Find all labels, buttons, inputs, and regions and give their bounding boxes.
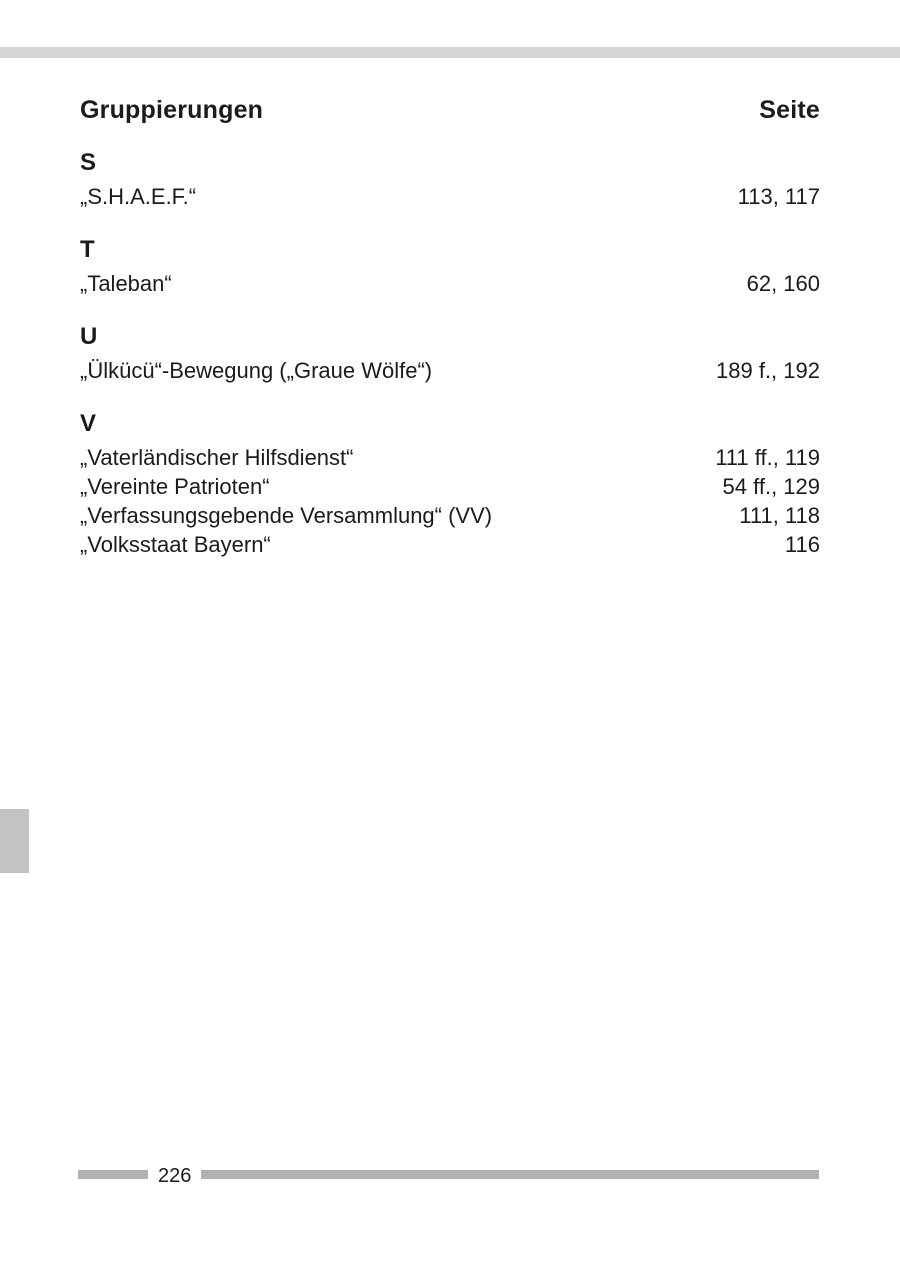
section-letter: S — [80, 149, 97, 176]
entry-page-numbers: 113, 117 — [737, 184, 820, 209]
index-entry-row — [80, 356, 820, 385]
entry-page-numbers: 189 f., 192 — [716, 358, 820, 383]
index-entry-row — [80, 501, 820, 530]
index-section-t — [80, 236, 820, 298]
index-entry-row — [80, 443, 820, 472]
entry-page-numbers: 62, 160 — [746, 271, 820, 296]
index-entry-row — [80, 182, 820, 211]
index-entry-row — [80, 530, 820, 559]
page-number: 226 — [158, 1165, 192, 1187]
column-header-seite: Seite — [759, 96, 820, 124]
top-decorative-bar — [0, 47, 900, 58]
index-section-s — [80, 149, 820, 211]
section-letter: V — [80, 410, 97, 437]
footer-rule-left — [78, 1170, 148, 1179]
entry-page-numbers: 111 ff., 119 — [715, 445, 820, 470]
entry-term: „Vereinte Patrioten“ — [80, 474, 270, 499]
entry-page-numbers: 111, 118 — [739, 503, 820, 528]
entry-term: „Volksstaat Bayern“ — [80, 532, 271, 557]
page-footer — [78, 1160, 819, 1192]
footer-rule-right — [201, 1170, 819, 1179]
index-entry-row — [80, 472, 820, 501]
entry-page-numbers: 116 — [784, 532, 820, 557]
entry-page-numbers: 54 ff., 129 — [722, 474, 820, 499]
index-sections — [80, 149, 820, 559]
entry-term: „Ülkücü“-Bewegung („Graue Wölfe“) — [80, 358, 433, 383]
index-content — [80, 96, 820, 559]
column-header-gruppierungen: Gruppierungen — [80, 96, 264, 124]
page-edge-marker — [0, 809, 29, 873]
index-section-u — [80, 323, 820, 385]
entry-term: „S.H.A.E.F.“ — [80, 184, 197, 209]
entry-term: „Verfassungsgebende Versammlung“ (VV) — [80, 503, 493, 528]
index-section-v — [80, 410, 820, 559]
section-letter: T — [80, 236, 95, 263]
index-entry-row — [80, 269, 820, 298]
section-letter: U — [80, 323, 98, 350]
entry-term: „Vaterländischer Hilfsdienst“ — [80, 445, 354, 470]
entry-term: „Taleban“ — [80, 271, 172, 296]
index-header — [80, 96, 820, 124]
